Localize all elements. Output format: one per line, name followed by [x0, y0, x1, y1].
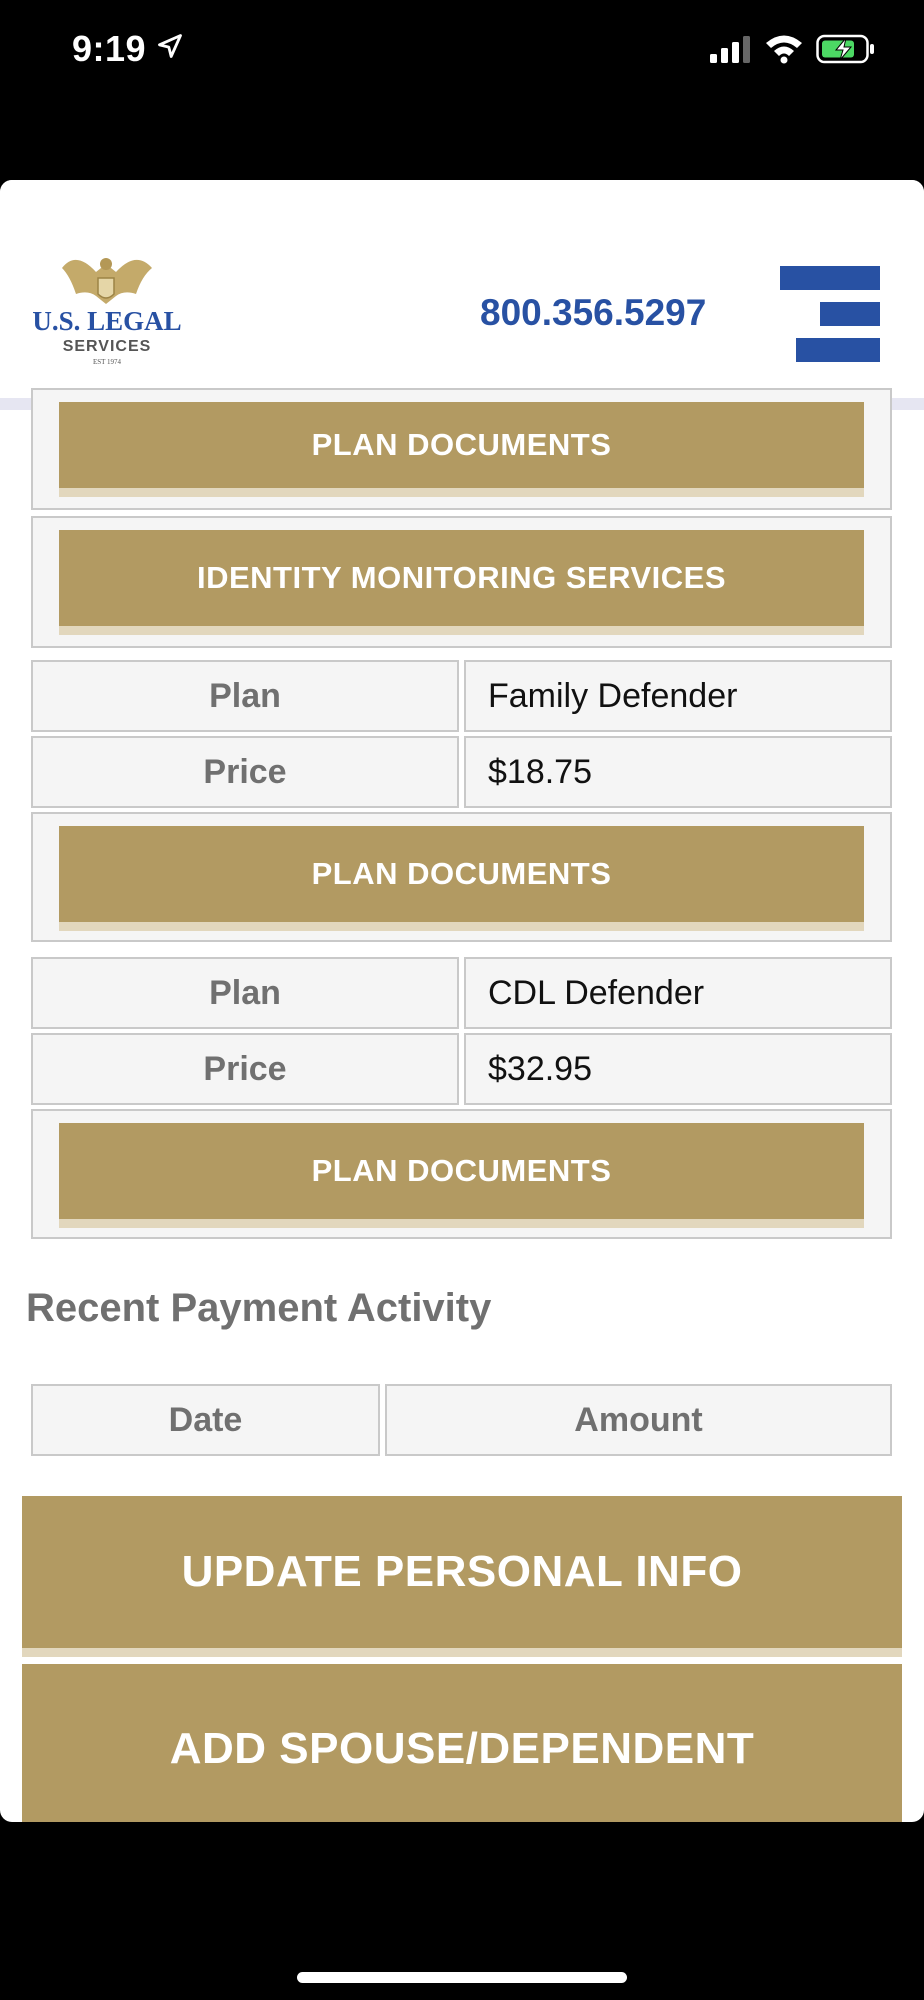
cellular-signal-icon — [708, 34, 754, 64]
location-arrow-icon — [156, 32, 184, 60]
price-value: $32.95 — [464, 1033, 892, 1105]
add-spouse-dependent-button[interactable]: ADD SPOUSE/DEPENDENT — [22, 1664, 902, 1822]
status-time: 9:19 — [72, 28, 147, 69]
svg-text:U.S. LEGAL: U.S. LEGAL — [32, 306, 182, 336]
site-header — [0, 180, 924, 410]
price-label: Price — [31, 1033, 459, 1105]
svg-text:SERVICES: SERVICES — [62, 338, 152, 355]
svg-text:EST 1974: EST 1974 — [92, 358, 122, 366]
recent-payment-activity-heading: Recent Payment Activity — [26, 1286, 492, 1330]
us-legal-services-logo[interactable] — [24, 246, 190, 366]
plan-documents-box — [31, 388, 892, 510]
plan-label: Plan — [31, 660, 459, 732]
plan-label: Plan — [31, 957, 459, 1029]
home-indicator[interactable] — [297, 1972, 627, 1983]
plan-documents-button[interactable]: PLAN DOCUMENTS — [59, 826, 864, 922]
price-value: $18.75 — [464, 736, 892, 808]
identity-monitoring-button[interactable]: IDENTITY MONITORING SERVICES — [59, 530, 864, 626]
phone-number-link[interactable]: 800.356.5297 — [480, 292, 707, 333]
plan-documents-box — [31, 1109, 892, 1239]
plan-value: CDL Defender — [464, 957, 892, 1029]
battery-charging-icon — [816, 34, 876, 64]
identity-monitoring-box — [31, 516, 892, 648]
price-label: Price — [31, 736, 459, 808]
wifi-icon — [764, 32, 804, 64]
plan-value: Family Defender — [464, 660, 892, 732]
plan-documents-button[interactable]: PLAN DOCUMENTS — [59, 1123, 864, 1219]
update-personal-info-button[interactable]: UPDATE PERSONAL INFO — [22, 1496, 902, 1648]
plan-documents-button[interactable]: PLAN DOCUMENTS — [59, 402, 864, 488]
plan-documents-box — [31, 812, 892, 942]
web-page — [0, 180, 924, 1822]
hamburger-menu-icon[interactable] — [780, 266, 880, 364]
payment-date-column-header: Date — [31, 1384, 380, 1456]
status-bar — [0, 0, 924, 100]
payment-amount-column-header: Amount — [385, 1384, 892, 1456]
eagle-emblem-icon — [24, 246, 190, 366]
